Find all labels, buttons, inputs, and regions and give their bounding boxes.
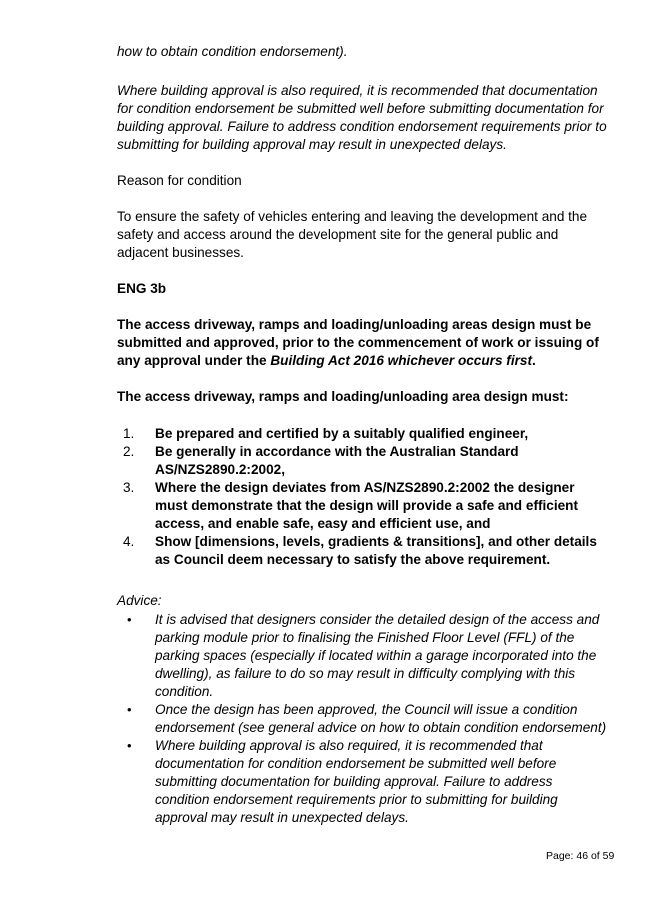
reason-heading: Reason for condition bbox=[117, 173, 242, 188]
list-item-text: Where the design deviates from AS/NZS2890.2:2002 the designer must demonstrate that the design will provide a safe and efficient access, and enable safe, easy and efficient use, and bbox=[155, 480, 578, 531]
list-item-text: Be prepared and certified by a suitably qualified engineer, bbox=[155, 426, 529, 441]
list-item-number: 2. bbox=[123, 444, 135, 459]
list-item-text: Be generally in accordance with the Australian Standard AS/NZS2890.2:2002, bbox=[155, 444, 519, 477]
list-item bbox=[117, 701, 607, 737]
list-item bbox=[117, 425, 607, 443]
condition-statement bbox=[117, 316, 607, 370]
list-item bbox=[117, 443, 607, 479]
list-item-number: 3. bbox=[123, 480, 135, 495]
list-item-number: 1. bbox=[123, 426, 135, 441]
list-item-text: Show [dimensions, levels, gradients & transitions], and other details as Council deem necessary to satisfy the above requirement. bbox=[155, 534, 597, 567]
recommendation-paragraph: Where building approval is also required, it is recommended that documentation for condition endorsement be submitted well before submitting documentation for building approval. Failure to address condition endorsement requirements prior to submitting for building approval may result in unexpected delays. bbox=[117, 83, 607, 152]
list-item-text: Where building approval is also required, it is recommended that documentation for condition endorsement be submitted well before submitting documentation for building approval. Failure to address condition endorsement requirements prior to submitting for building approval may result in unexpected delays. bbox=[155, 738, 558, 825]
list-item-number: 4. bbox=[123, 534, 135, 549]
list-item bbox=[117, 479, 607, 533]
condition-code: ENG 3b bbox=[117, 281, 167, 296]
list-item bbox=[117, 533, 607, 569]
reason-text: To ensure the safety of vehicles entering and leaving the development and the safety and access around the development site for the general public and adjacent businesses. bbox=[117, 209, 588, 260]
list-item-text: Once the design has been approved, the Council will issue a condition endorsement (see general advice on how to obtain condition endorsement) bbox=[155, 702, 607, 735]
list-item-text: It is advised that designers consider the detailed design of the access and parking module prior to finalising the Finished Floor Level (FFL) of the parking spaces (especially if located within a garage incorporated into the dwelling), as failure to do so may result in difficulty complying with this condition. bbox=[155, 612, 600, 699]
list-item bbox=[117, 737, 607, 827]
advice-list bbox=[117, 611, 607, 827]
design-must-heading: The access driveway, ramps and loading/unloading area design must: bbox=[117, 389, 569, 404]
requirements-list bbox=[117, 425, 607, 569]
bullet-icon: • bbox=[127, 702, 132, 717]
bullet-icon: • bbox=[127, 612, 132, 627]
condition-statement-after: . bbox=[531, 353, 536, 368]
advice-label: Advice: bbox=[117, 593, 162, 608]
page-number: Page: 46 of 59 bbox=[546, 850, 615, 862]
condition-statement-act: Building Act 2016 whichever occurs first bbox=[270, 353, 532, 368]
top-fragment: how to obtain condition endorsement). bbox=[117, 44, 348, 59]
condition-statement-before: The access driveway, ramps and loading/unloading areas design must be submitted and approved, prior to the commencement of work or issuing of any approval under the bbox=[117, 317, 599, 368]
bullet-icon: • bbox=[127, 738, 132, 753]
list-item bbox=[117, 611, 607, 701]
